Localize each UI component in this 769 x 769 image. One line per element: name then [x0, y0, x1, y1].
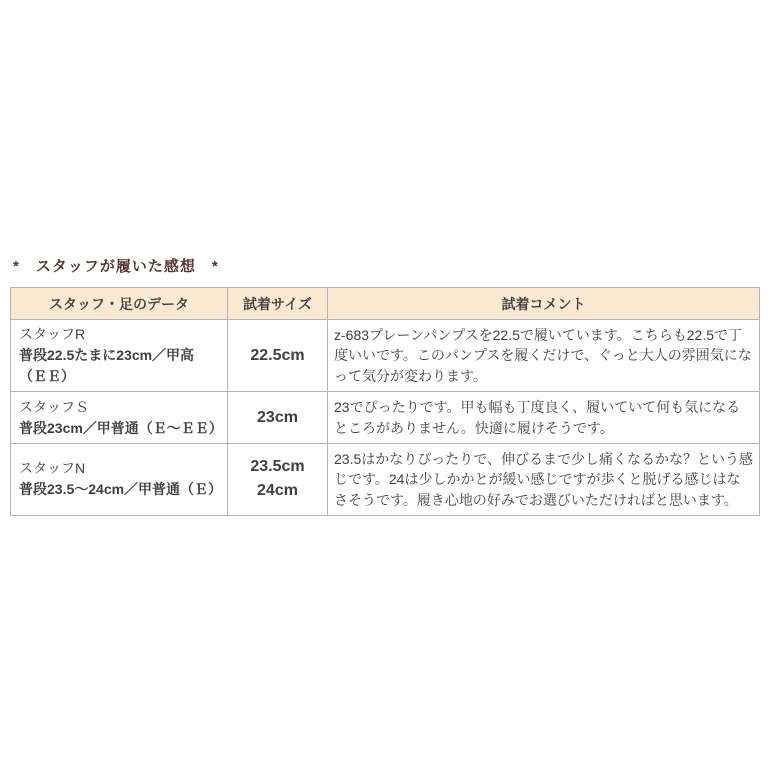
- size-value: 22.5cm: [250, 346, 305, 364]
- header-staff-data: スタッフ・足のデータ: [11, 288, 228, 320]
- staff-name: スタッフR: [19, 326, 86, 342]
- foot-data: 普段23.5～24cm／甲普通（Ｅ）: [19, 481, 223, 498]
- try-on-size-cell: [228, 320, 328, 392]
- table-header-row: [11, 288, 760, 320]
- try-on-comment-cell: z-683プレーンパンプスを22.5で履いています。こちらも22.5で丁度いいです。このパンプスを履くだけで、ぐっと大人の雰囲気になって気分が変わります。: [328, 320, 760, 392]
- header-try-on-comment: 試着コメント: [328, 288, 760, 320]
- table-row: [11, 320, 760, 392]
- staff-data-cell: [11, 392, 228, 444]
- try-on-size-cell: [228, 392, 328, 444]
- size-value: 23.5cm: [250, 458, 305, 476]
- try-on-comment-cell: 23.5はかなりぴったりで、伸びるまで少し痛くなるかな？という感じです。24は少しかかとが緩い感じですが歩くと脱げる感じはなさそうです。履き心地の好みでお選びいただければと思います。: [328, 444, 760, 516]
- foot-data: 普段23cm／甲普通（Ｅ～ＥＥ）: [19, 419, 223, 436]
- table-row: [11, 444, 760, 516]
- try-on-comment-cell: 23でぴったりです。甲も幅も丁度良く、履いていて何も気になるところがありません。快適に履けそうです。: [328, 392, 760, 444]
- staff-data-cell: [11, 320, 228, 392]
- section-title: * スタッフが履いた感想 *: [13, 258, 219, 275]
- size-value-2: 24cm: [257, 482, 298, 500]
- table-row: [11, 392, 760, 444]
- staff-fitting-table: [10, 287, 760, 516]
- try-on-size-cell: [228, 444, 328, 516]
- staff-name: スタッフＳ: [19, 398, 89, 415]
- staff-name: スタッフN: [19, 460, 86, 477]
- foot-data: 普段22.5たまに23cm／甲高（ＥＥ）: [19, 347, 195, 384]
- size-value: 23cm: [257, 408, 298, 426]
- header-try-on-size: 試着サイズ: [228, 288, 328, 320]
- staff-data-cell: [11, 444, 228, 516]
